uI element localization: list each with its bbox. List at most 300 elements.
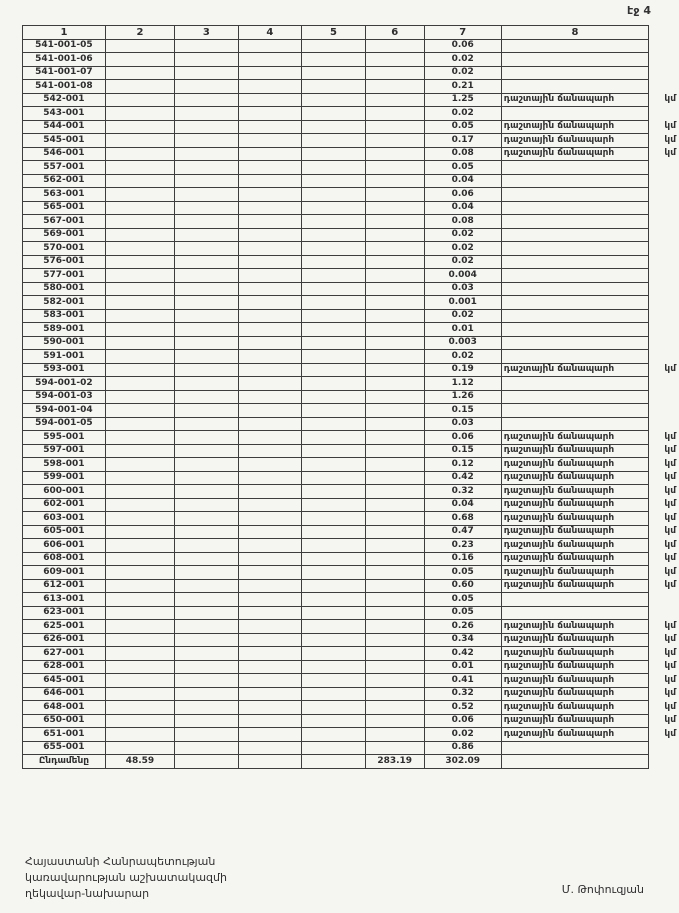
table-row <box>23 633 679 647</box>
code-cell: 602-001 <box>23 498 106 512</box>
col2-cell <box>105 53 174 67</box>
table-row <box>23 620 679 634</box>
col3-cell <box>175 107 239 121</box>
col4-cell <box>238 390 302 404</box>
col2-cell <box>105 566 174 580</box>
value-cell: 0.06 <box>424 714 501 728</box>
col3-cell <box>175 80 239 94</box>
col2-cell <box>105 741 174 755</box>
value-cell: 0.08 <box>424 215 501 229</box>
column-header-2: 2 <box>105 26 174 40</box>
code-cell: 546-001 <box>23 147 106 161</box>
value-cell: 0.06 <box>424 188 501 202</box>
total-col7-cell: 302.09 <box>424 755 501 769</box>
unit-annotation: կմ <box>664 580 676 591</box>
col3-cell <box>175 323 239 337</box>
col4-cell <box>238 458 302 472</box>
col4-cell <box>238 512 302 526</box>
col4-cell <box>238 579 302 593</box>
code-cell: 600-001 <box>23 485 106 499</box>
code-cell: 594-001-03 <box>23 390 106 404</box>
description-cell: դաշտային ճանապարհ <box>501 525 649 539</box>
col6-cell <box>365 134 424 148</box>
value-cell: 0.32 <box>424 485 501 499</box>
col5-cell <box>302 215 366 229</box>
code-cell: 565-001 <box>23 201 106 215</box>
col6-cell <box>365 687 424 701</box>
col6-cell <box>365 350 424 364</box>
table-row <box>23 228 679 242</box>
col6-cell <box>365 107 424 121</box>
col5-cell <box>302 134 366 148</box>
col5-cell <box>302 674 366 688</box>
footer-line-2: կառավարության աշխատակազմի <box>25 870 227 884</box>
code-cell: 655-001 <box>23 741 106 755</box>
col5-cell <box>302 363 366 377</box>
code-cell: 557-001 <box>23 161 106 175</box>
col2-cell <box>105 363 174 377</box>
col2-cell <box>105 323 174 337</box>
table-row <box>23 525 679 539</box>
col5-cell <box>302 107 366 121</box>
col5-cell <box>302 323 366 337</box>
col3-cell <box>175 674 239 688</box>
col3-cell <box>175 404 239 418</box>
value-cell: 0.41 <box>424 674 501 688</box>
col6-cell <box>365 323 424 337</box>
col2-cell <box>105 471 174 485</box>
col6-cell <box>365 552 424 566</box>
col6-cell <box>365 255 424 269</box>
table-row <box>23 458 679 472</box>
description-cell: դաշտային ճանապարհ <box>501 120 649 134</box>
description-cell <box>501 417 649 431</box>
col5-cell <box>302 633 366 647</box>
unit-annotation: կմ <box>664 620 676 631</box>
col3-cell <box>175 512 239 526</box>
description-cell: դաշտային ճանապարհ <box>501 539 649 553</box>
col3-cell <box>175 444 239 458</box>
col6-cell <box>365 161 424 175</box>
col3-cell <box>175 728 239 742</box>
unit-annotation <box>649 39 679 53</box>
col2-cell <box>105 606 174 620</box>
unit-annotation: կմ <box>664 445 676 456</box>
description-cell <box>501 242 649 256</box>
col5-cell <box>302 296 366 310</box>
col4-cell <box>238 350 302 364</box>
value-cell: 0.60 <box>424 579 501 593</box>
unit-annotation: կմ <box>664 661 676 672</box>
description-cell <box>501 107 649 121</box>
col6-cell <box>365 174 424 188</box>
col5-cell <box>302 404 366 418</box>
col3-cell <box>175 647 239 661</box>
value-cell: 0.003 <box>424 336 501 350</box>
col3-cell <box>175 606 239 620</box>
code-cell: 603-001 <box>23 512 106 526</box>
col3-cell <box>175 687 239 701</box>
code-cell: 590-001 <box>23 336 106 350</box>
table-row <box>23 701 679 715</box>
col3-cell <box>175 660 239 674</box>
col4-cell <box>238 701 302 715</box>
table-row <box>23 741 679 755</box>
col3-cell <box>175 188 239 202</box>
col2-cell <box>105 309 174 323</box>
col3-cell <box>175 552 239 566</box>
unit-annotation <box>649 323 679 337</box>
col6-cell <box>365 471 424 485</box>
unit-annotation <box>649 174 679 188</box>
value-cell: 1.26 <box>424 390 501 404</box>
description-cell: դաշտային ճանապարհ <box>501 552 649 566</box>
col3-cell <box>175 579 239 593</box>
col2-cell <box>105 39 174 53</box>
code-cell: 541-001-07 <box>23 66 106 80</box>
col5-cell <box>302 53 366 67</box>
total-label-cell: Ընդամենը <box>23 755 106 769</box>
col5-cell <box>302 552 366 566</box>
table-row <box>23 647 679 661</box>
table-body <box>23 39 679 768</box>
value-cell: 0.08 <box>424 147 501 161</box>
col4-cell <box>238 255 302 269</box>
value-cell: 0.34 <box>424 633 501 647</box>
description-cell <box>501 390 649 404</box>
table-row <box>23 728 679 742</box>
description-cell <box>501 255 649 269</box>
value-cell: 1.12 <box>424 377 501 391</box>
col4-cell <box>238 471 302 485</box>
col4-cell <box>238 309 302 323</box>
unit-annotation <box>649 80 679 94</box>
code-cell: 541-001-05 <box>23 39 106 53</box>
value-cell: 1.25 <box>424 93 501 107</box>
table-row <box>23 485 679 499</box>
description-cell <box>501 323 649 337</box>
unit-annotation <box>649 269 679 283</box>
col3-cell <box>175 431 239 445</box>
unit-annotation: կմ <box>664 512 676 523</box>
description-cell: դաշտային ճանապարհ <box>501 660 649 674</box>
col6-cell <box>365 282 424 296</box>
description-cell: դաշտային ճանապարհ <box>501 687 649 701</box>
description-cell <box>501 741 649 755</box>
code-cell: 608-001 <box>23 552 106 566</box>
col4-cell <box>238 593 302 607</box>
col5-cell <box>302 309 366 323</box>
col4-cell <box>238 215 302 229</box>
col2-cell <box>105 579 174 593</box>
col4-cell <box>238 161 302 175</box>
value-cell: 0.02 <box>424 228 501 242</box>
col6-cell <box>365 417 424 431</box>
value-cell: 0.001 <box>424 296 501 310</box>
col3-cell <box>175 174 239 188</box>
unit-annotation <box>649 606 679 620</box>
col6-cell <box>365 498 424 512</box>
col2-cell <box>105 512 174 526</box>
col3-cell <box>175 498 239 512</box>
col5-cell <box>302 566 366 580</box>
total-col5-cell <box>302 755 366 769</box>
column-header-3: 3 <box>175 26 239 40</box>
col3-cell <box>175 53 239 67</box>
description-cell: դաշտային ճանապարհ <box>501 147 649 161</box>
col5-cell <box>302 458 366 472</box>
value-cell: 0.01 <box>424 323 501 337</box>
unit-annotation: կմ <box>664 526 676 537</box>
unit-annotation <box>649 336 679 350</box>
col4-cell <box>238 566 302 580</box>
code-cell: 589-001 <box>23 323 106 337</box>
description-cell <box>501 53 649 67</box>
col6-cell <box>365 647 424 661</box>
col2-cell <box>105 728 174 742</box>
description-cell: դաշտային ճանապարհ <box>501 444 649 458</box>
col3-cell <box>175 309 239 323</box>
col5-cell <box>302 336 366 350</box>
col2-cell <box>105 458 174 472</box>
value-cell: 0.19 <box>424 363 501 377</box>
col2-cell <box>105 296 174 310</box>
col2-cell <box>105 552 174 566</box>
col2-cell <box>105 647 174 661</box>
signature-name: Մ. Թոփուզյան <box>561 883 644 896</box>
value-cell: 0.15 <box>424 404 501 418</box>
col6-cell <box>365 444 424 458</box>
col4-cell <box>238 282 302 296</box>
col6-cell <box>365 633 424 647</box>
description-cell: դաշտային ճանապարհ <box>501 431 649 445</box>
col2-cell <box>105 215 174 229</box>
description-cell <box>501 161 649 175</box>
col6-cell <box>365 606 424 620</box>
unit-annotation: կմ <box>664 539 676 550</box>
value-cell: 0.03 <box>424 282 501 296</box>
col6-cell <box>365 566 424 580</box>
col5-cell <box>302 188 366 202</box>
col4-cell <box>238 323 302 337</box>
col2-cell <box>105 377 174 391</box>
description-cell: դաշտային ճանապարհ <box>501 566 649 580</box>
col3-cell <box>175 147 239 161</box>
description-cell <box>501 350 649 364</box>
table-row <box>23 579 679 593</box>
value-cell: 0.06 <box>424 39 501 53</box>
code-cell: 543-001 <box>23 107 106 121</box>
col5-cell <box>302 417 366 431</box>
table-row <box>23 269 679 283</box>
col3-cell <box>175 282 239 296</box>
code-cell: 594-001-05 <box>23 417 106 431</box>
description-cell: դաշտային ճանապարհ <box>501 498 649 512</box>
column-header-5: 5 <box>302 26 366 40</box>
col6-cell <box>365 296 424 310</box>
total-col4-cell <box>238 755 302 769</box>
col3-cell <box>175 269 239 283</box>
col2-cell <box>105 350 174 364</box>
table-row <box>23 714 679 728</box>
value-cell: 0.04 <box>424 174 501 188</box>
col2-cell <box>105 255 174 269</box>
col6-cell <box>365 377 424 391</box>
value-cell: 0.05 <box>424 593 501 607</box>
col2-cell <box>105 539 174 553</box>
col4-cell <box>238 93 302 107</box>
description-cell: դաշտային ճանապարհ <box>501 485 649 499</box>
table-row <box>23 201 679 215</box>
col3-cell <box>175 633 239 647</box>
code-cell: 583-001 <box>23 309 106 323</box>
unit-annotation: կմ <box>664 121 676 132</box>
table-row <box>23 215 679 229</box>
col5-cell <box>302 539 366 553</box>
col4-cell <box>238 188 302 202</box>
code-cell: 593-001 <box>23 363 106 377</box>
unit-annotation <box>649 404 679 418</box>
table-row <box>23 566 679 580</box>
description-cell <box>501 188 649 202</box>
value-cell: 0.15 <box>424 444 501 458</box>
value-cell: 0.12 <box>424 458 501 472</box>
unit-annotation: կմ <box>664 485 676 496</box>
value-cell: 0.04 <box>424 498 501 512</box>
code-cell: 544-001 <box>23 120 106 134</box>
col3-cell <box>175 161 239 175</box>
col2-cell <box>105 417 174 431</box>
description-cell <box>501 201 649 215</box>
col2-cell <box>105 687 174 701</box>
description-cell: դաշտային ճանապարհ <box>501 714 649 728</box>
col5-cell <box>302 687 366 701</box>
footer-issuer-block <box>25 854 227 902</box>
col4-cell <box>238 647 302 661</box>
col5-cell <box>302 525 366 539</box>
col6-cell <box>365 431 424 445</box>
col6-cell <box>365 741 424 755</box>
col3-cell <box>175 363 239 377</box>
code-cell: 650-001 <box>23 714 106 728</box>
table-row <box>23 431 679 445</box>
description-cell <box>501 80 649 94</box>
table-row <box>23 404 679 418</box>
table-row <box>23 80 679 94</box>
col6-cell <box>365 80 424 94</box>
col4-cell <box>238 431 302 445</box>
col3-cell <box>175 620 239 634</box>
col4-cell <box>238 417 302 431</box>
col6-cell <box>365 593 424 607</box>
col2-cell <box>105 80 174 94</box>
unit-annotation: կմ <box>664 94 676 105</box>
code-cell: 598-001 <box>23 458 106 472</box>
col4-cell <box>238 39 302 53</box>
col6-cell <box>365 620 424 634</box>
col6-cell <box>365 512 424 526</box>
value-cell: 0.03 <box>424 417 501 431</box>
table-row <box>23 134 679 148</box>
value-cell: 0.05 <box>424 606 501 620</box>
col4-cell <box>238 728 302 742</box>
table-row <box>23 350 679 364</box>
code-cell: 625-001 <box>23 620 106 634</box>
unit-annotation: կմ <box>664 715 676 726</box>
column-header-1: 1 <box>23 26 106 40</box>
column-header-8: 8 <box>501 26 649 40</box>
description-cell: դաշտային ճանապարհ <box>501 620 649 634</box>
table-row <box>23 390 679 404</box>
value-cell: 0.05 <box>424 161 501 175</box>
code-cell: 582-001 <box>23 296 106 310</box>
unit-annotation <box>649 242 679 256</box>
col5-cell <box>302 255 366 269</box>
col3-cell <box>175 255 239 269</box>
col2-cell <box>105 431 174 445</box>
col5-cell <box>302 66 366 80</box>
col3-cell <box>175 714 239 728</box>
col5-cell <box>302 201 366 215</box>
col2-cell <box>105 282 174 296</box>
description-cell <box>501 309 649 323</box>
col5-cell <box>302 377 366 391</box>
code-cell: 576-001 <box>23 255 106 269</box>
code-cell: 541-001-06 <box>23 53 106 67</box>
code-cell: 563-001 <box>23 188 106 202</box>
col5-cell <box>302 161 366 175</box>
col4-cell <box>238 552 302 566</box>
col5-cell <box>302 242 366 256</box>
column-header-7: 7 <box>424 26 501 40</box>
col6-cell <box>365 458 424 472</box>
col5-cell <box>302 93 366 107</box>
col3-cell <box>175 228 239 242</box>
value-cell: 0.06 <box>424 431 501 445</box>
col2-cell <box>105 161 174 175</box>
col2-cell <box>105 701 174 715</box>
col4-cell <box>238 404 302 418</box>
value-cell: 0.02 <box>424 242 501 256</box>
unit-annotation <box>649 161 679 175</box>
col4-cell <box>238 134 302 148</box>
col6-cell <box>365 525 424 539</box>
unit-annotation: կմ <box>664 472 676 483</box>
code-cell: 569-001 <box>23 228 106 242</box>
code-cell: 651-001 <box>23 728 106 742</box>
value-cell: 0.86 <box>424 741 501 755</box>
unit-annotation <box>649 309 679 323</box>
unit-annotation <box>649 215 679 229</box>
value-cell: 0.02 <box>424 728 501 742</box>
col5-cell <box>302 741 366 755</box>
col4-cell <box>238 296 302 310</box>
col3-cell <box>175 471 239 485</box>
value-cell: 0.32 <box>424 687 501 701</box>
col3-cell <box>175 458 239 472</box>
col4-cell <box>238 687 302 701</box>
table-row <box>23 444 679 458</box>
table-row <box>23 39 679 53</box>
unit-annotation: կմ <box>664 134 676 145</box>
col2-cell <box>105 498 174 512</box>
col2-cell <box>105 593 174 607</box>
col3-cell <box>175 741 239 755</box>
description-cell <box>501 336 649 350</box>
col6-cell <box>365 215 424 229</box>
unit-annotation <box>649 390 679 404</box>
table-row <box>23 242 679 256</box>
